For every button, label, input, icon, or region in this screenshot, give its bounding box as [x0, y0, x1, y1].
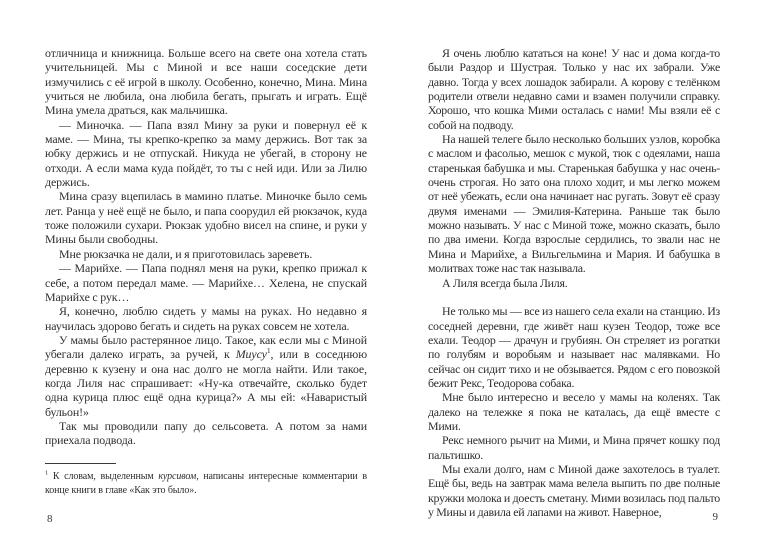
- paragraph: Рекс немного рычит на Мими, и Мина прячет кошку под пальтишко.: [428, 433, 720, 462]
- paragraph: На нашей телеге было несколько больших узлов, коробка с маслом и фасолью, мешок с мукой, тюк с одеялами, наша старенькая бабушка и мы. Старенькая бабушка у нас очень-очень строгая. Но зато она плохо ходит, и мы легко можем от неё убежать, если она начинает нас ругать. Зовут её сразу двумя именами — Эмилия-Катерина. Раньше так было можно называть. У нас с Миной тоже, можно сказать, было по два имени. Когда взрослые сердились, то звали нас не Мина и Марийхе, а Вильгельмина и Мария. И бабушка в молитвах тоже нас так называла.: [428, 132, 720, 276]
- footnote-separator: [45, 463, 116, 464]
- paragraph: — Марийхе. — Папа поднял меня на руки, крепко прижал к себе, а потом передал маме. — Марийхе… Хелена, не спускай Марийхе с рук…: [45, 261, 367, 304]
- paragraph: Мина сразу вцепилась в мамино платье. Миночке было семь лет. Ранца у неё ещё не было, и папа соорудил ей рюкзачок, куда тоже положили сухари. Рюкзак удобно висел на спине, и руки у Мины были свободны.: [45, 189, 367, 247]
- paragraph-text: У мамы было растерянное лицо. Такое, как если мы с Миной убегали далеко играть, за ручей, к: [45, 332, 367, 362]
- footnote: [45, 463, 367, 497]
- italic-term: Миусу: [235, 347, 267, 362]
- paragraph: — Миночка. — Папа взял Мину за руки и повернул её к маме. — Мина, ты крепко-крепко за маму держись. Вот так за юбку держись и не отпускай. Никуда не убегай, в сторону не отходи. А если мама куда пойдёт, то ты с ней иди. Или за Лилю держись.: [45, 117, 367, 190]
- paragraph: Мне рюкзачка не дали, и я приготовилась зареветь.: [59, 246, 313, 261]
- page-number-right: 9: [712, 511, 718, 523]
- paragraph: А Лиля всегда была Лиля.: [442, 275, 568, 290]
- footnote-text: [45, 470, 367, 497]
- paragraph: Я очень люблю кататься на коне! У нас и дома когда-то были Раздор и Шустрая. Только у нас их забрали. Уже давно. Тогда у всех лошадок забирали. А корову с телёнком родители отвели недавно сами и взамен получили справку. Хорошо, что кошка Мими осталась с нами! Мы взяли её с собой на подводу.: [428, 46, 720, 132]
- footnote-italic-term: курсивом: [158, 471, 197, 482]
- left-page: [45, 46, 367, 526]
- paragraph: Не только мы — все из нашего села ехали на станцию. Из соседней деревни, где живёт наш кузен Теодор, тоже все ехали. Теодор — драчун и грубиян. Он стреляет из рогатки по голубям и воробьям и называет нас малявками. Но сейчас он сидит тихо и не обзывается. Рядом с его повозкой бежит Рекс, Теодорова собака.: [428, 304, 720, 390]
- paragraph: Я, конечно, люблю сидеть у мамы на руках. Но недавно я научилась здорово бегать и сидеть на руках совсем не хотела.: [45, 304, 367, 333]
- footnote-text-pre: К словам, выделенным: [48, 471, 159, 482]
- paragraph-with-footnote-ref: [45, 333, 367, 419]
- paragraph: отличница и книжница. Больше всего на свете она хотела стать учительницей. Мы с Миной и все наши соседские дети измучились с её игрой в школу. Особенно, конечно, Мина. Мина учиться не любила, она любила бегать, прыгать и играть. Ещё Мина умела драться, как мальчишка.: [45, 46, 367, 118]
- footnote-text-post: , написаны интересные комментарии в конце книги в главе «Как это было».: [45, 471, 368, 496]
- page-number-left: 8: [47, 513, 53, 525]
- paragraph: Мы ехали долго, нам с Миной даже захотелось в туалет. Ещё бы, ведь на завтрак мама велела выпить по две полные кружки молока и доесть сметану. Мими возилась под пальто у Мины и давила ей лапами на живот. Наверное,: [428, 461, 720, 519]
- footnote-reference: 1: [266, 346, 271, 356]
- right-page: [428, 46, 720, 526]
- footnote-marker: 1: [45, 469, 49, 477]
- paragraph: Мне было интересно и весело у мамы на коленях. Так далеко на тележке я пока не каталась, да ещё вместе с Мими.: [428, 390, 720, 433]
- paragraph-text: , или в соседнюю деревню к кузену и она нас долго не могла найти. Или такое, когда Лиля нас спрашивает: «Ну-ка отвечайте, сколько будет одна курица плюс ещё одна курица?» А мы ей: «Наваристый бульон!»: [45, 347, 367, 419]
- paragraph: Так мы проводили папу до сельсовета. А потом за нами приехала подвода.: [45, 418, 367, 448]
